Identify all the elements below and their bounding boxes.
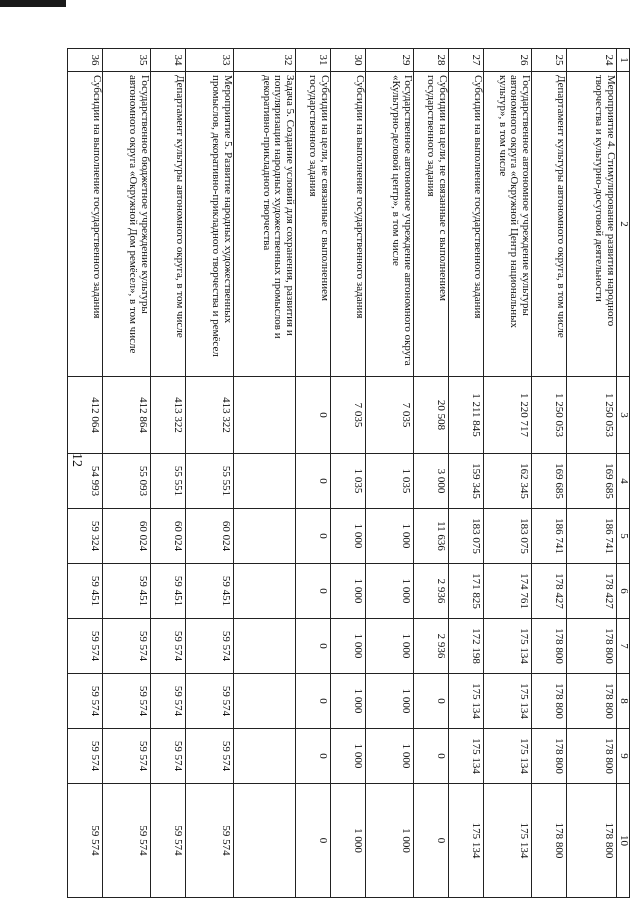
value-cell: 0 [296, 674, 331, 729]
col-header: 5 [617, 509, 630, 564]
value-cell: 0 [296, 454, 331, 509]
value-cell: 2 936 [414, 564, 449, 619]
value-cell: 60 024 [151, 509, 186, 564]
value-cell: 171 825 [449, 564, 484, 619]
value-cell: 186 741 [567, 509, 617, 564]
value-cell: 175 134 [449, 729, 484, 784]
row-number: 28 [414, 49, 449, 72]
value-cell: 183 075 [449, 509, 484, 564]
value-cell: 1 035 [366, 454, 414, 509]
value-cell: 54 993 [68, 454, 103, 509]
col-header: 4 [617, 454, 630, 509]
row-number: 27 [449, 49, 484, 72]
value-cell: 1 000 [366, 784, 414, 898]
value-cell: 0 [296, 377, 331, 454]
col-header: 8 [617, 674, 630, 729]
table-row [151, 49, 186, 898]
value-cell [234, 564, 296, 619]
table-row [532, 49, 567, 898]
value-cell: 59 574 [68, 674, 103, 729]
value-cell: 175 134 [484, 729, 532, 784]
row-description: Субсидии на цели, не связанные с выполнением государственного задания [414, 72, 449, 377]
value-cell: 1 000 [331, 674, 366, 729]
value-cell [234, 454, 296, 509]
value-cell: 59 574 [103, 619, 151, 674]
value-cell: 59 451 [186, 564, 234, 619]
value-cell: 412 064 [68, 377, 103, 454]
value-cell: 59 574 [151, 729, 186, 784]
value-cell [234, 674, 296, 729]
row-number: 33 [186, 49, 234, 72]
value-cell: 178 800 [567, 674, 617, 729]
value-cell: 11 636 [414, 509, 449, 564]
value-cell: 169 685 [567, 454, 617, 509]
value-cell [234, 784, 296, 898]
value-cell: 1 211 845 [449, 377, 484, 454]
value-cell: 178 800 [567, 729, 617, 784]
value-cell: 178 427 [567, 564, 617, 619]
value-cell: 3 000 [414, 454, 449, 509]
table-row [331, 49, 366, 898]
value-cell: 59 451 [151, 564, 186, 619]
col-header: 10 [617, 784, 630, 898]
value-cell: 59 574 [186, 784, 234, 898]
value-cell: 59 324 [68, 509, 103, 564]
row-description: Задача 5. Создание условий для сохранения, развития и популяризации народных художественных промыслов и декоративно-прикладного творчества [234, 72, 296, 377]
value-cell: 178 427 [532, 564, 567, 619]
value-cell [234, 509, 296, 564]
table-row [484, 49, 532, 898]
value-cell: 178 800 [532, 619, 567, 674]
rotated-table-container [84, 48, 630, 897]
value-cell: 1 000 [366, 674, 414, 729]
row-description: Субсидии на цели, не связанные с выполнением государственного задания [296, 72, 331, 377]
row-number: 34 [151, 49, 186, 72]
value-cell: 7 035 [366, 377, 414, 454]
value-cell: 0 [414, 729, 449, 784]
value-cell: 1 000 [366, 509, 414, 564]
row-description: Государственное автономное учреждение автономного округа «Культурно-деловой центр», в том числе [366, 72, 414, 377]
page-number: 12 [69, 453, 84, 467]
row-description: Субсидии на выполнение государственного задания [449, 72, 484, 377]
value-cell: 175 134 [484, 619, 532, 674]
table-row [186, 49, 234, 898]
value-cell: 59 451 [103, 564, 151, 619]
value-cell: 162 345 [484, 454, 532, 509]
row-number: 29 [366, 49, 414, 72]
table-row [103, 49, 151, 898]
value-cell: 1 000 [331, 619, 366, 674]
value-cell: 174 761 [484, 564, 532, 619]
value-cell: 20 508 [414, 377, 449, 454]
col-header: 7 [617, 619, 630, 674]
value-cell: 1 220 717 [484, 377, 532, 454]
value-cell: 175 134 [484, 674, 532, 729]
value-cell: 186 741 [532, 509, 567, 564]
row-number: 24 [567, 49, 617, 72]
value-cell: 169 685 [532, 454, 567, 509]
value-cell: 59 451 [68, 564, 103, 619]
value-cell: 59 574 [103, 729, 151, 784]
value-cell: 59 574 [186, 729, 234, 784]
table-row [567, 49, 617, 898]
value-cell [234, 377, 296, 454]
row-description: Департамент культуры автономного округа, в том числе [151, 72, 186, 377]
col-header: 9 [617, 729, 630, 784]
value-cell: 412 864 [103, 377, 151, 454]
value-cell: 59 574 [186, 619, 234, 674]
table-row [234, 49, 296, 898]
row-number: 35 [103, 49, 151, 72]
col-header: 2 [617, 72, 630, 377]
value-cell: 0 [296, 509, 331, 564]
value-cell: 178 800 [567, 784, 617, 898]
value-cell: 59 574 [68, 619, 103, 674]
value-cell: 0 [296, 619, 331, 674]
budget-table [67, 48, 630, 898]
row-number: 25 [532, 49, 567, 72]
row-description: Государственное бюджетное учреждение культуры автономного округа «Окружной Дом ремёсел», в том числе [103, 72, 151, 377]
value-cell: 172 198 [449, 619, 484, 674]
value-cell: 183 075 [484, 509, 532, 564]
row-description: Государственное автономное учреждение культуры автономного округа «Окружной Центр национальных культур», в том числе [484, 72, 532, 377]
value-cell: 55 551 [186, 454, 234, 509]
value-cell: 159 345 [449, 454, 484, 509]
top-bar-mark [0, 0, 66, 7]
value-cell: 1 000 [366, 619, 414, 674]
table-row [449, 49, 484, 898]
value-cell: 1 000 [366, 564, 414, 619]
value-cell: 178 800 [532, 674, 567, 729]
value-cell: 2 936 [414, 619, 449, 674]
row-number: 26 [484, 49, 532, 72]
value-cell: 1 000 [366, 729, 414, 784]
value-cell: 59 574 [68, 784, 103, 898]
table-row [414, 49, 449, 898]
value-cell: 175 134 [449, 674, 484, 729]
value-cell: 1 000 [331, 729, 366, 784]
value-cell: 1 250 053 [567, 377, 617, 454]
value-cell: 59 574 [151, 674, 186, 729]
value-cell: 413 322 [186, 377, 234, 454]
value-cell: 55 093 [103, 454, 151, 509]
value-cell: 1 000 [331, 509, 366, 564]
value-cell: 1 250 053 [532, 377, 567, 454]
value-cell: 0 [414, 784, 449, 898]
col-header: 3 [617, 377, 630, 454]
row-number: 32 [234, 49, 296, 72]
value-cell: 60 024 [103, 509, 151, 564]
value-cell: 0 [296, 564, 331, 619]
row-description: Субсидии на выполнение государственного задания [68, 72, 103, 377]
value-cell: 60 024 [186, 509, 234, 564]
table-row [366, 49, 414, 898]
value-cell: 0 [414, 674, 449, 729]
row-description: Субсидии на выполнение государственного задания [331, 72, 366, 377]
value-cell: 178 800 [532, 729, 567, 784]
row-description: Мероприятие 5. Развитие народных художественных промыслов, декоративно-прикладного творчества и ремёсел [186, 72, 234, 377]
row-description: Департамент культуры автономного округа, в том числе [532, 72, 567, 377]
row-number: 30 [331, 49, 366, 72]
value-cell: 0 [296, 784, 331, 898]
value-cell [234, 619, 296, 674]
value-cell: 1 000 [331, 784, 366, 898]
value-cell: 59 574 [68, 729, 103, 784]
value-cell: 0 [296, 729, 331, 784]
col-header: 6 [617, 564, 630, 619]
value-cell: 59 574 [103, 674, 151, 729]
value-cell [234, 729, 296, 784]
value-cell: 178 800 [532, 784, 567, 898]
value-cell: 175 134 [449, 784, 484, 898]
value-cell: 413 322 [151, 377, 186, 454]
table-row [68, 49, 103, 898]
value-cell: 59 574 [151, 619, 186, 674]
value-cell: 59 574 [151, 784, 186, 898]
value-cell: 1 000 [331, 564, 366, 619]
header-row [617, 49, 630, 898]
value-cell: 178 800 [567, 619, 617, 674]
value-cell: 175 134 [484, 784, 532, 898]
value-cell: 1 035 [331, 454, 366, 509]
row-number: 36 [68, 49, 103, 72]
table-row [296, 49, 331, 898]
value-cell: 55 551 [151, 454, 186, 509]
row-number: 31 [296, 49, 331, 72]
value-cell: 59 574 [103, 784, 151, 898]
col-header: 1 [617, 49, 630, 72]
row-description: Мероприятие 4. Стимулирование развития народного творчества и культурно-досуговой деятельности [567, 72, 617, 377]
value-cell: 59 574 [186, 674, 234, 729]
value-cell: 7 035 [331, 377, 366, 454]
